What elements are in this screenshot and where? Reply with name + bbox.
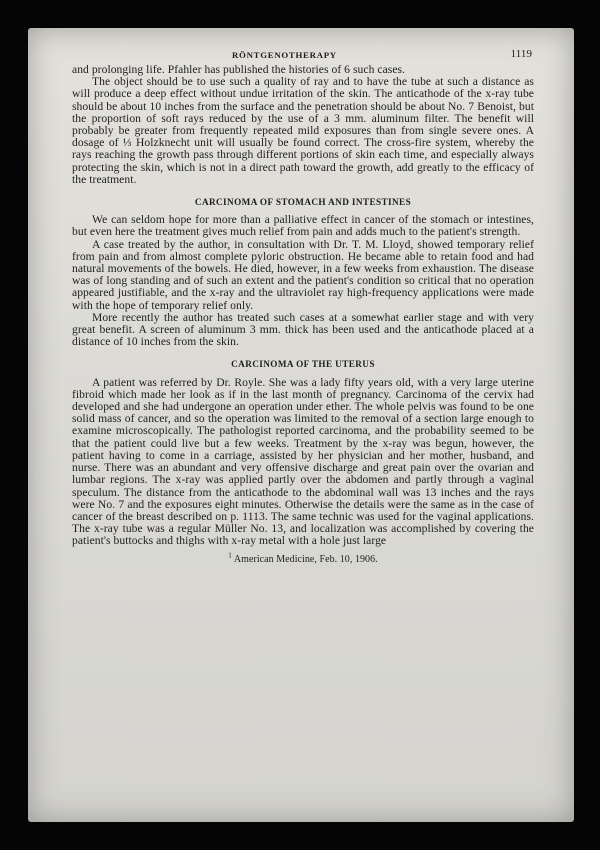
paragraph-case-lloyd: A case treated by the author, in consultation with Dr. T. M. Lloyd, showed temporary relief from pain and from almost complete pyloric obstruction. He became able to retain food and had natural movements of the bowels. He died, however, in a few weeks from exhaustion. The disease was of long standing and of such an extent and the patient's condition so critical that no operation appeared justifiable, and the x-ray and the ultraviolet ray high-frequency applications were made with the hope of temporary relief only. [72, 237, 534, 312]
page-header [72, 48, 534, 64]
running-head: RÖNTGENOTHERAPY [232, 50, 337, 60]
page-content [72, 48, 534, 566]
paragraph-case-royle: A patient was referred by Dr. Royle. She was a lady fifty years old, with a very large uterine fibroid which made her look as if in the last month of pregnancy. Carcinoma of the cervix had developed and she had undergone an operation under ether. The whole pelvis was found to be one solid mass of cancer, and so the operation was limited to the removal of a section large enough to examine microscopically. The pathologist reported carcinoma, and the probability seemed to be that the patient could live but a few weeks. Treatment by the x-ray was begun, however, the patient having to come in a carriage, assisted by her physician and her mother, husband, and nurse. There was an abundant and very offensive discharge and great pain over the ovarian and lumbar regions. The x-ray was applied partly over the abdomen and partly through a vaginal speculum. The distance from the anticathode to the abdominal wall was 13 inches and the rays were No. 7 and the exposures eight minutes. Otherwise the details were the same as in the case of cancer of the breast described on p. 1113. The same technic was used for the vaginal applications. The x-ray tube was a regular Müller No. 13, and localization was accomplished by covering the patient's buttocks and thighs with x-ray metal with a hole just large [72, 375, 534, 548]
book-page [28, 28, 574, 822]
footnote [72, 551, 534, 566]
heading-uterus: CARCINOMA OF THE UTERUS [231, 359, 375, 370]
paragraph-recent-cases: More recently the author has treated such cases at a somewhat earlier stage and with very great benefit. A screen of aluminum 3 mm. thick has been used and the anticathode placed at a distance of 10 inches from the skin. [72, 310, 534, 349]
paragraph-ray-quality: The object should be to use such a quality of ray and to have the tube at such a distance as will produce a deep effect without undue irritation of the skin. The anticathode of the x-ray tube should be about 10 inches from the surface and the penetration should be about No. 7 Benoist, but the proportion of soft rays reduced by the use of a 3 mm. aluminum filter. The benefit will probably be greater from frequently repeated mild exposures than from single severe ones. A dosage of ⅓ Holzknecht unit will usually be found correct. The cross-fire system, whereby the rays reaching the growth pass through different portions of skin each time, and especially always protecting the skin, which is not in a direct path toward the growth, add greatly to the efficacy of the treatment. [72, 75, 534, 186]
paragraph-palliative: We can seldom hope for more than a palliative effect in cancer of the stomach or intestines, but even here the treatment gives much relief from pain and adds much to the patient's strength. [72, 213, 534, 239]
footnote-marker: 1 [228, 551, 232, 560]
footnote-text: American Medicine, Feb. 10, 1906. [233, 553, 378, 565]
heading-stomach-intestines: CARCINOMA OF STOMACH AND INTESTINES [194, 197, 412, 208]
paragraph-continuation: and prolonging life. Pfahler has published the histories of 6 such cases. [72, 63, 406, 76]
page-number: 1119 [510, 48, 532, 60]
